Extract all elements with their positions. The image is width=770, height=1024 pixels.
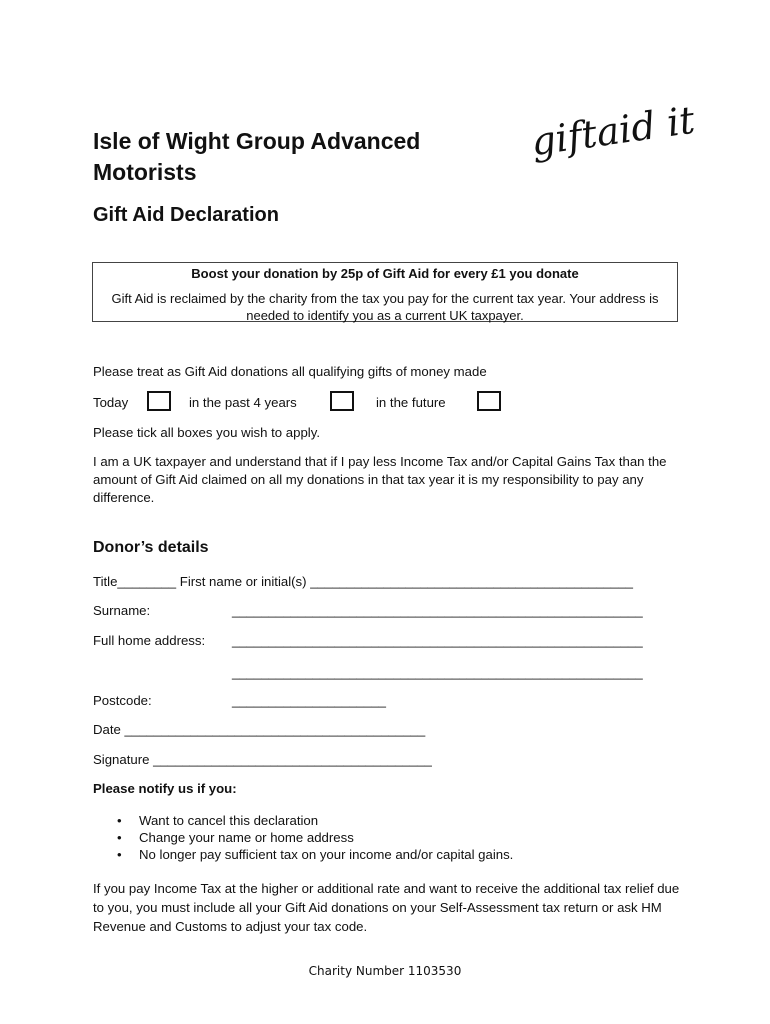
donor-details-heading: Donor’s details (93, 539, 209, 556)
surname-field[interactable]: ________________________________________________________ (232, 603, 643, 618)
option-past-4-years-label: in the past 4 years (189, 395, 297, 410)
document-title: Gift Aid Declaration (93, 204, 279, 226)
list-item: • Change your name or home address (112, 829, 513, 846)
address-label: Full home address: (93, 633, 206, 648)
higher-rate-note: If you pay Income Tax at the higher or additional rate and want to receive the additional tax relief due to you, you must include all your Gift Aid donations on your Self-Assessment tax return or ask HM Revenue and Customs to adjust your tax code. (93, 881, 680, 934)
notify-heading: Please notify us if you: (93, 781, 237, 796)
notify-list (112, 812, 513, 863)
declaration-intro: Please treat as Gift Aid donations all qualifying gifts of money made (93, 364, 487, 379)
info-headline: Boost your donation by 25p of Gift Aid for every £1 you donate (191, 266, 579, 281)
option-future-label: in the future (376, 395, 446, 410)
organisation-name (93, 126, 513, 188)
info-body: Gift Aid is reclaimed by the charity from the tax you pay for the current tax year. Your address is needed to identify you as a current UK taxpayer. (111, 291, 659, 323)
checkbox-past-4-years[interactable] (330, 391, 354, 411)
signature-field[interactable]: Signature ______________________________________ (93, 752, 432, 767)
organisation-name-line2: Motorists (93, 159, 197, 185)
list-item: • Want to cancel this declaration (112, 812, 513, 829)
option-today-label: Today (93, 395, 129, 410)
address-field-line2[interactable]: ________________________________________________________ (232, 665, 643, 680)
giftaid-it-logo (527, 92, 727, 172)
checkbox-today[interactable] (147, 391, 171, 411)
date-field[interactable]: Date _________________________________________ (93, 722, 426, 737)
surname-label: Surname: (93, 603, 151, 618)
tick-instruction: Please tick all boxes you wish to apply. (93, 425, 320, 440)
charity-number: Charity Number 1103530 (308, 964, 462, 978)
postcode-field[interactable]: _____________________ (232, 693, 387, 708)
taxpayer-statement: I am a UK taxpayer and understand that if I pay less Income Tax and/or Capital Gains Tax than the amount of Gift Aid claimed on all my donations in that tax year it is my responsibility to pay any difference. (93, 454, 667, 505)
title-firstname-field[interactable]: Title________ First name or initial(s) ____________________________________________ (93, 574, 633, 589)
checkbox-future[interactable] (477, 391, 501, 411)
list-item: • No longer pay sufficient tax on your income and/or capital gains. (112, 846, 513, 863)
info-box (92, 262, 678, 322)
logo-text: giftaid it (528, 97, 698, 165)
organisation-name-line1: Isle of Wight Group Advanced (93, 128, 421, 154)
postcode-label: Postcode: (93, 693, 152, 708)
address-field-line1[interactable]: ________________________________________________________ (232, 633, 643, 648)
